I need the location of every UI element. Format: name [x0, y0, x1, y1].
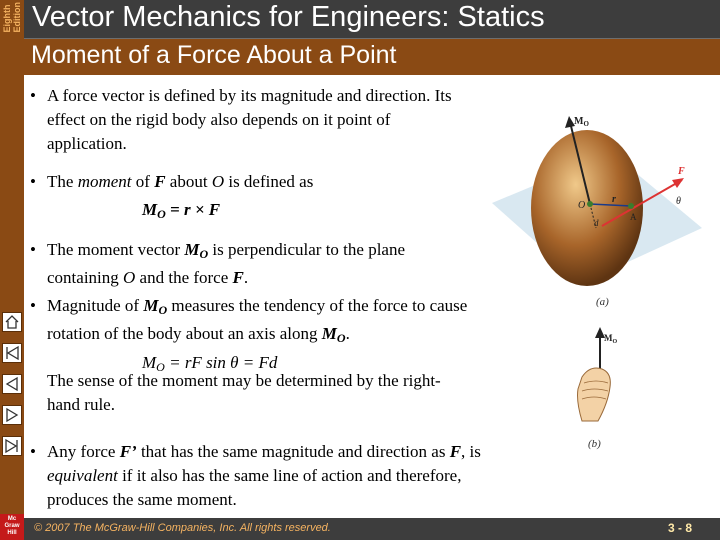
bullet-dot: •	[30, 442, 36, 461]
bullet-4: • Magnitude of MO measures the tendency of the force to cause rotation of the body about an axis along MO.	[30, 296, 468, 345]
bullet-dot: •	[30, 240, 36, 259]
bullet-5: • Any force F’ that has the same magnitude and direction as F, is equivalent if it also has the same line of action and therefore, produces the same moment.	[30, 442, 481, 509]
first-icon[interactable]	[2, 343, 22, 363]
point-A	[628, 203, 634, 209]
section-bar	[24, 39, 720, 75]
page-number: 3 - 8	[667, 521, 692, 535]
bullet-3: • The moment vector MO is perpendicular to the plane containing O and the force F.	[30, 240, 406, 287]
svg-text:r: r	[612, 194, 616, 205]
bullet-4-continuation: The sense of the moment may be determined by the right-hand rule.	[47, 371, 441, 414]
next-icon[interactable]	[2, 405, 22, 425]
bullet-2: • The moment of F about O is defined as	[30, 170, 470, 194]
point-O	[587, 201, 593, 207]
copyright: © 2007 The McGraw-Hill Companies, Inc. All rights reserved.	[34, 522, 331, 534]
home-icon[interactable]	[2, 312, 22, 332]
figure-b	[560, 325, 640, 430]
svg-text:MO: $M_O$	[604, 333, 618, 345]
header-bar	[24, 0, 720, 39]
svg-text:O: O	[578, 200, 586, 211]
magnitude-equation: MO = rF sin θ = Fd	[142, 353, 278, 374]
rigid-body	[531, 130, 643, 286]
svg-text:F: F	[678, 166, 685, 177]
previous-icon[interactable]	[2, 374, 22, 394]
bullet-1: • A force vector is defined by its magnitude and direction. Its effect on the rigid body also depends on it point of application.	[30, 86, 452, 153]
left-rail	[0, 0, 24, 540]
hand-icon	[578, 368, 611, 421]
header-title: Vector Mechanics for Engineers: Statics	[32, 1, 545, 33]
moment-equation: MO = r × F	[142, 200, 221, 221]
svg-text:A: A	[630, 212, 637, 222]
last-icon[interactable]	[2, 436, 22, 456]
svg-text:MO: $M_O$	[574, 116, 589, 128]
publisher-logo: Mc Graw Hill	[0, 514, 24, 540]
section-title: Moment of a Force About a Point	[31, 41, 397, 69]
svg-text:d: d	[594, 218, 599, 228]
edition-badge: Eighth Edition	[0, 0, 24, 46]
figure-a-caption: (a)	[596, 296, 609, 308]
footer-bar	[24, 518, 720, 540]
svg-text:θ: θ	[676, 196, 681, 207]
bullet-dot: •	[30, 296, 36, 315]
bullet-dot: •	[30, 86, 36, 105]
figure-b-caption: (b)	[588, 438, 601, 450]
figure-a	[492, 108, 702, 303]
bullet-dot: •	[30, 172, 36, 191]
